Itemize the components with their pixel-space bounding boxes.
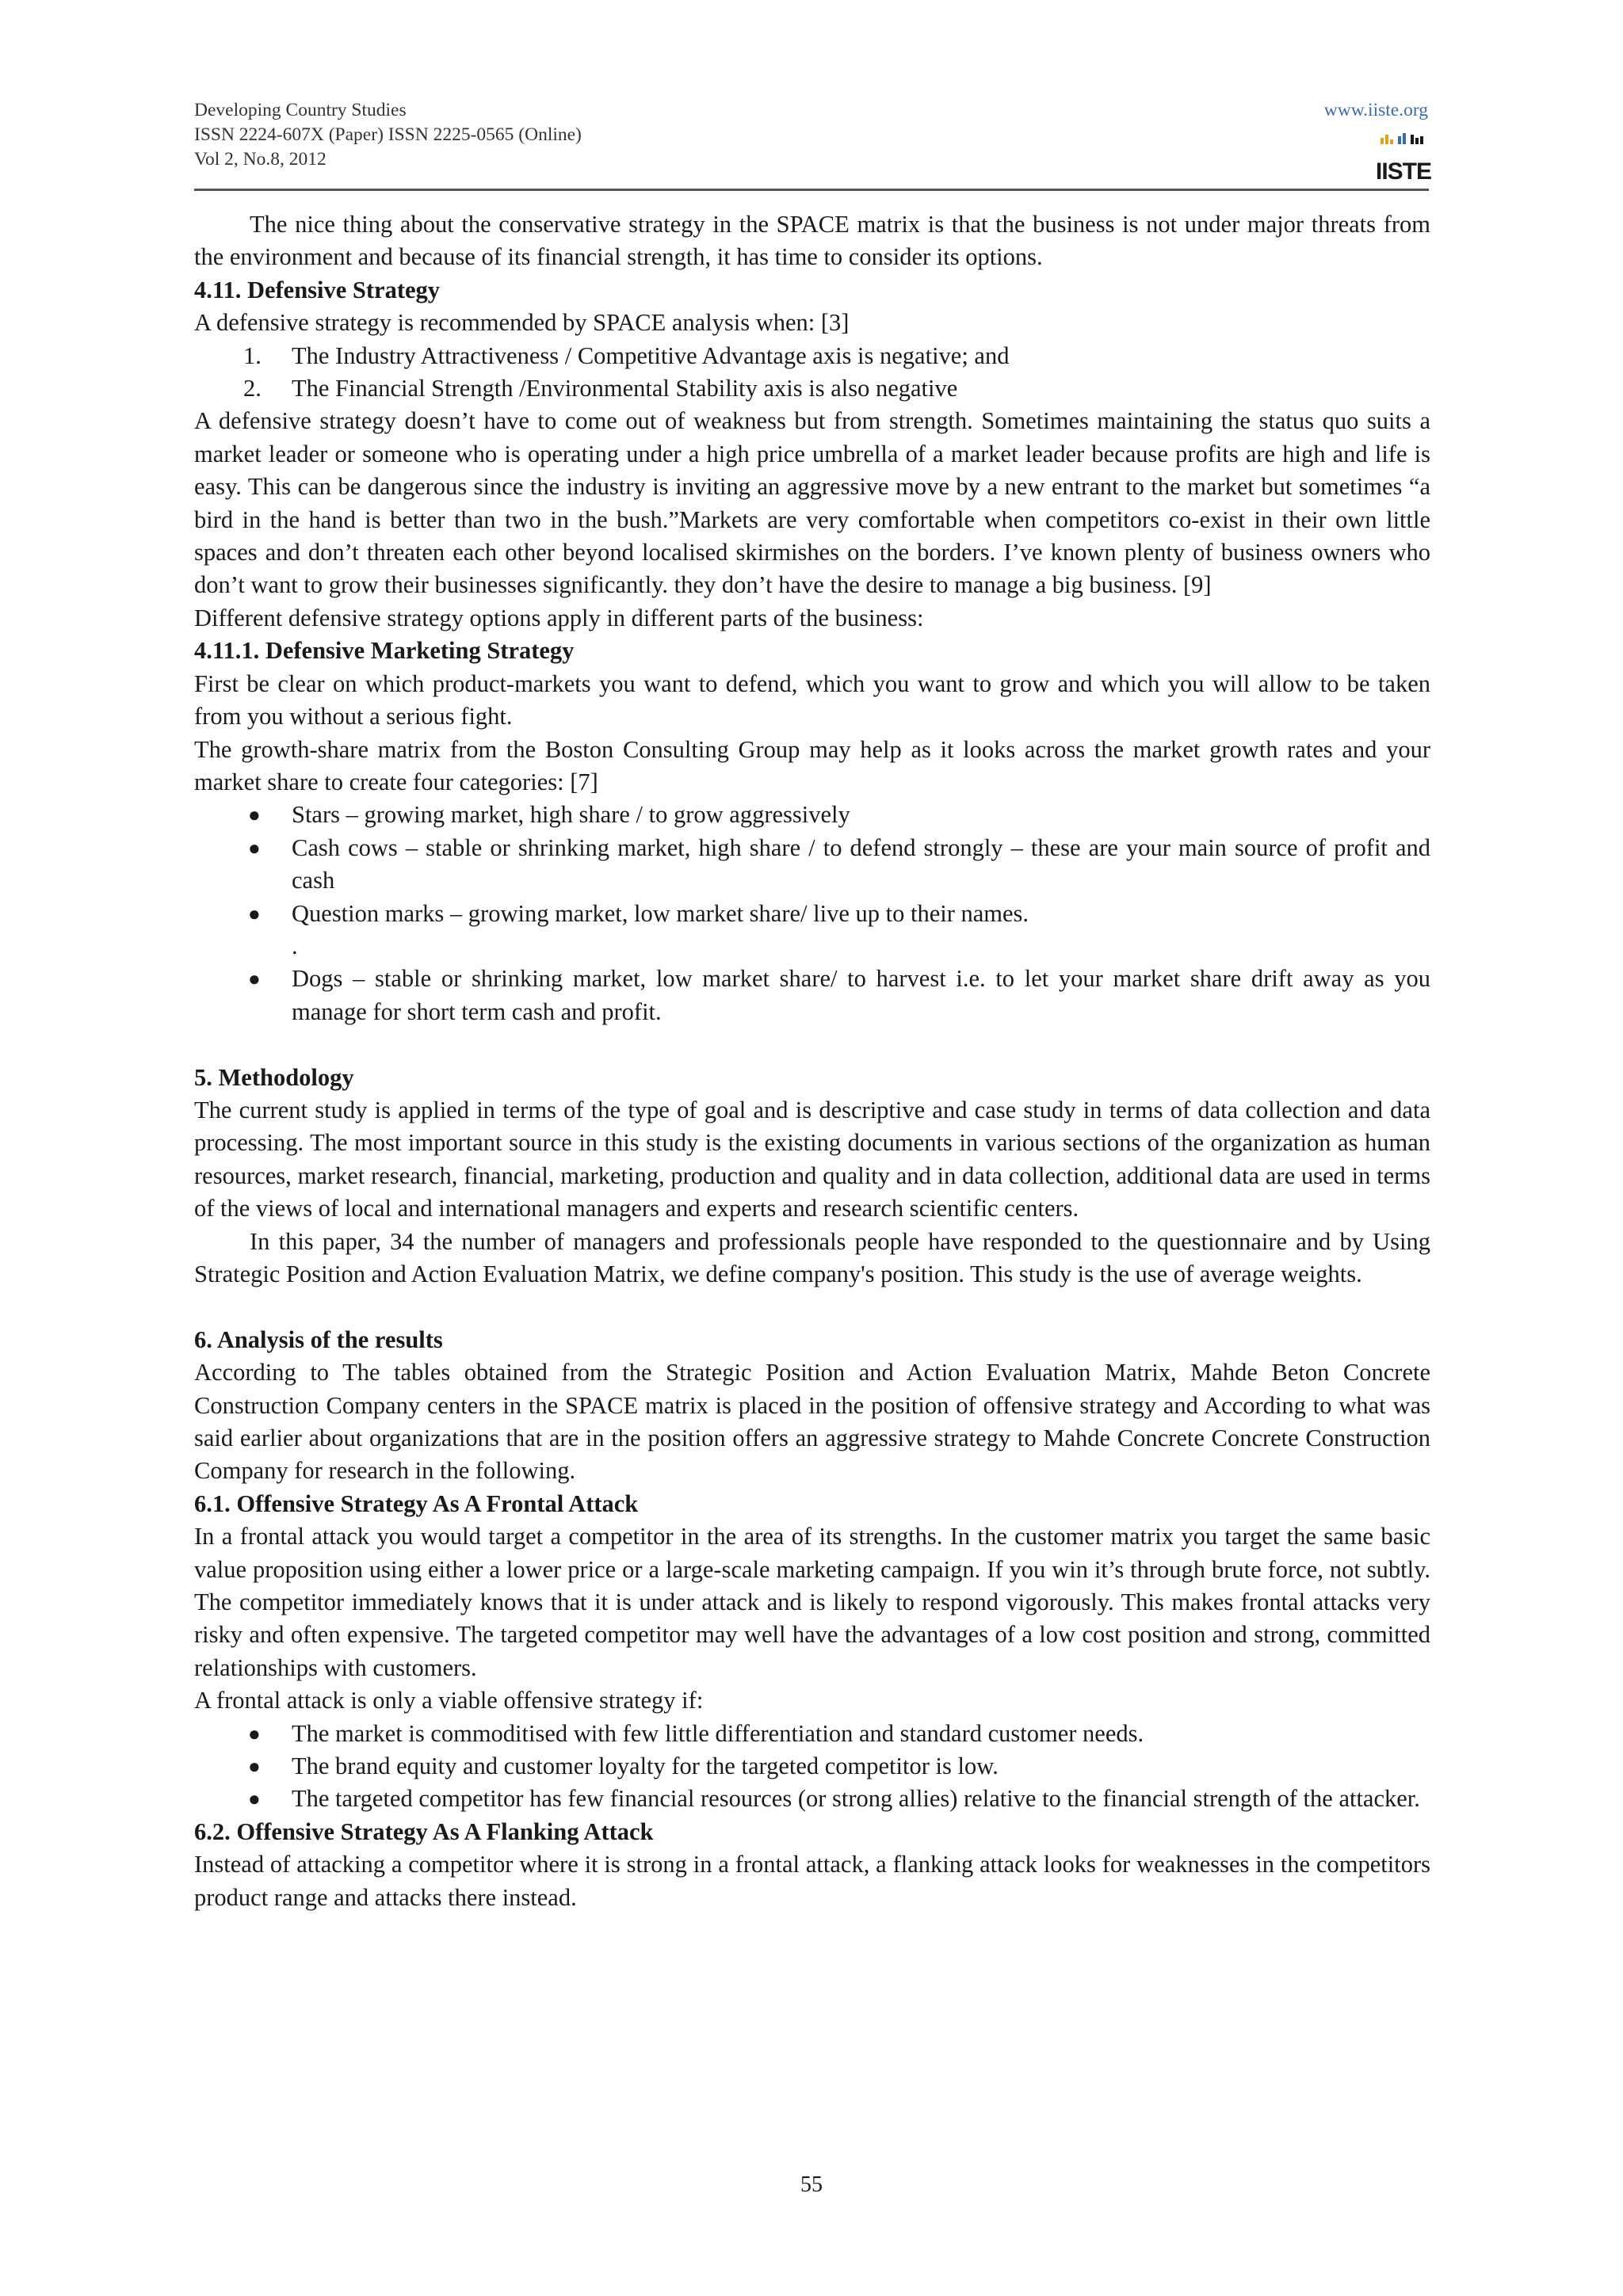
list-item-text: The market is commoditised with few little differentiation and standard customer needs. bbox=[292, 1719, 1144, 1747]
bullet-icon: ● bbox=[248, 967, 261, 991]
bullet-icon: ● bbox=[248, 803, 261, 827]
article-body bbox=[194, 208, 1430, 1914]
list-item bbox=[194, 1783, 1430, 1815]
list-item bbox=[194, 963, 1430, 1028]
bullet-icon: ● bbox=[248, 1787, 261, 1811]
paragraph: The current study is applied in terms of the type of goal and is descriptive and case study in terms of data collection and data processing. The most important source in this study is the existing documents in various sections of the organization as human resources, market research, financial, marketing, production and quality and in data collection, additional data are used in terms of the views of local and international managers and experts and research scientific centers. bbox=[194, 1096, 1430, 1222]
list-item bbox=[194, 372, 1430, 405]
paragraph: Instead of attacking a competitor where it is strong in a frontal attack, a flanking attack looks for weaknesses in the competitors product range and attacks there instead. bbox=[194, 1851, 1430, 1911]
paragraph: According to The tables obtained from the Strategic Position and Action Evaluation Matrix, Mahde Beton Concrete Construction Company centers in the SPACE matrix is placed in the position of offensive strategy and According to what was said earlier about organizations that are in the position offers an aggressive strategy to Mahde Concrete Concrete Construction Company for research in the following. bbox=[194, 1359, 1430, 1485]
list-item-text: The targeted competitor has few financial resources (or strong allies) relative to the financial strength of the attacker. bbox=[292, 1785, 1420, 1813]
paragraph: Different defensive strategy options apply in different parts of the business: bbox=[194, 604, 924, 631]
paragraph: In this paper, 34 the number of managers and professionals people have responded to the questionnaire and by Using Strategic Position and Action Evaluation Matrix, we define company's position. This study is the use of average weights. bbox=[194, 1227, 1430, 1287]
paragraph: A frontal attack is only a viable offensive strategy if: bbox=[194, 1687, 704, 1714]
numbered-list bbox=[194, 340, 1430, 406]
list-item bbox=[194, 898, 1430, 930]
paragraph: A defensive strategy is recommended by SPACE analysis when: [3] bbox=[194, 309, 850, 337]
list-item bbox=[194, 1750, 1430, 1783]
section-heading: 6. Analysis of the results bbox=[194, 1325, 443, 1353]
section-heading: 4.11. Defensive Strategy bbox=[194, 276, 441, 303]
bullet-icon: ● bbox=[248, 1755, 261, 1779]
journal-info bbox=[194, 98, 582, 172]
section-heading: 6.2. Offensive Strategy As A Flanking Attack bbox=[194, 1817, 654, 1845]
list-item-text: Stars – growing market, high share / to grow aggressively bbox=[292, 801, 850, 829]
section-heading: 4.11.1. Defensive Marketing Strategy bbox=[194, 637, 575, 665]
paragraph: A defensive strategy doesn’t have to come out of weakness but from strength. Sometimes maintaining the status quo suits a market leader or someone who is operating under a high price umbrella of a market leader because profits are high and life is easy. This can be dangerous since the industry is inviting an aggressive move by a new entrant to the market but sometimes “a bird in the hand is better than two in the bush.”Markets are very comfortable when competitors co-exist in their own little spaces and don’t threaten each other beyond localised skirmishes on the borders. I’ve known plenty of business owners who don’t want to grow their businesses significantly. they don’t have the desire to manage a big business. [9] bbox=[194, 407, 1430, 599]
bullet-icon: ● bbox=[248, 836, 261, 860]
stray-dot: . bbox=[292, 932, 298, 959]
logo-text: IISTE bbox=[1375, 158, 1432, 185]
bullet-list bbox=[194, 963, 1430, 1028]
page-number: 55 bbox=[800, 2172, 823, 2197]
spacer bbox=[194, 1291, 1430, 1323]
paragraph: In a frontal attack you would target a competitor in the area of its strengths. In the customer matrix you target the same basic value proposition using either a lower price or a large-scale marketing campaign. If you win it’s through brute force, not subtly. The competitor immediately knows that it is under attack and is likely to respond vigorously. This makes frontal attacks very risky and often expensive. The targeted competitor may well have the advantages of a low cost position and strong, committed relationships with customers. bbox=[194, 1523, 1430, 1681]
list-item bbox=[194, 799, 1430, 831]
paragraph: First be clear on which product-markets you want to defend, which you want to grow and which you will allow to be taken from you without a serious fight. bbox=[194, 669, 1430, 730]
section-heading: 5. Methodology bbox=[194, 1063, 354, 1091]
list-number: 1. bbox=[243, 341, 262, 369]
list-item bbox=[194, 832, 1430, 898]
bullet-icon: ● bbox=[248, 1722, 261, 1745]
journal-volume: Vol 2, No.8, 2012 bbox=[194, 149, 327, 170]
list-item-text: Dogs – stable or shrinking market, low market share/ to harvest i.e. to let your market share drift away as you manage for short term cash and profit. bbox=[292, 965, 1430, 1025]
journal-name: Developing Country Studies bbox=[194, 100, 407, 120]
journal-issn: ISSN 2224-607X (Paper) ISSN 2225-0565 (Online) bbox=[194, 124, 582, 145]
header-divider bbox=[194, 189, 1429, 191]
paragraph: The nice thing about the conservative strategy in the SPACE matrix is that the business is not under major threats from the environment and because of its financial strength, it has time to consider its options. bbox=[194, 211, 1430, 271]
list-item-text: The Financial Strength /Environmental Stability axis is also negative bbox=[292, 375, 958, 402]
spacer bbox=[194, 1028, 1430, 1061]
list-number: 2. bbox=[243, 375, 262, 402]
list-item bbox=[194, 1718, 1430, 1750]
bullet-list bbox=[194, 799, 1430, 930]
bullet-list bbox=[194, 1718, 1430, 1816]
section-heading: 6.1. Offensive Strategy As A Frontal Attack bbox=[194, 1489, 639, 1517]
list-item bbox=[194, 340, 1430, 372]
list-item-text: The Industry Attractiveness / Competitive Advantage axis is negative; and bbox=[292, 341, 1010, 369]
bullet-icon: ● bbox=[248, 902, 261, 925]
list-item-text: Cash cows – stable or shrinking market, high share / to defend strongly – these are your main source of profit and cash bbox=[292, 833, 1430, 894]
list-item-text: The brand equity and customer loyalty for the targeted competitor is low. bbox=[292, 1753, 999, 1780]
paragraph: The growth-share matrix from the Boston Consulting Group may help as it looks across the market growth rates and your market share to create four categories: [7] bbox=[194, 735, 1430, 795]
iiste-logo bbox=[1375, 133, 1432, 187]
list-item-text: Question marks – growing market, low market share/ live up to their names. bbox=[292, 899, 1029, 927]
journal-website[interactable]: www.iiste.org bbox=[1323, 100, 1428, 120]
